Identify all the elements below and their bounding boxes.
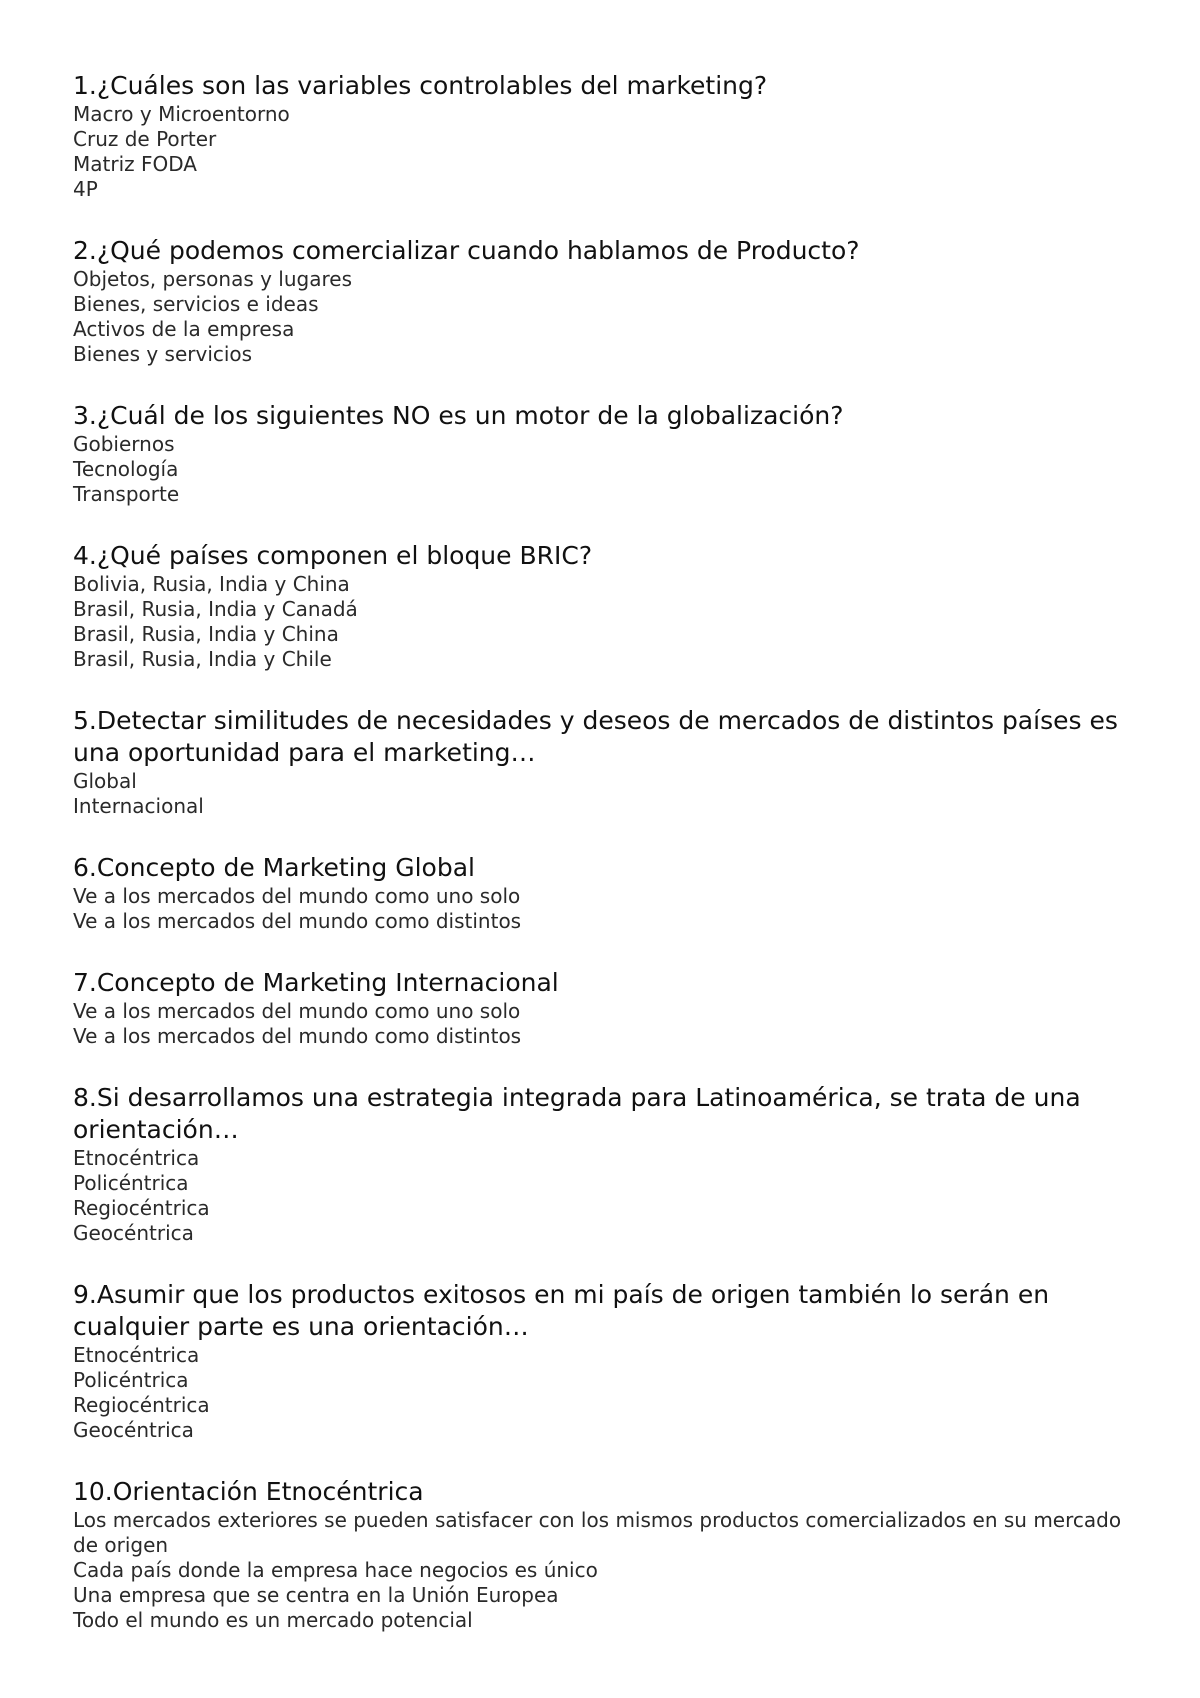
question-title: 4.¿Qué países componen el bloque BRIC? [73,541,593,570]
answer-option: Policéntrica [73,1171,189,1195]
question-10 [73,1476,1133,1633]
answer-option: Cada país donde la empresa hace negocios es único [73,1558,598,1582]
question-title: 10.Orientación Etnocéntrica [73,1477,424,1506]
answer-option: Bolivia, Rusia, India y China [73,572,350,596]
answer-option: Transporte [73,482,180,506]
question-title: 5.Detectar similitudes de necesidades y deseos de mercados de distintos países es una oportunidad para el marketing… [73,706,1118,767]
answer-option: Brasil, Rusia, India y Canadá [73,597,358,621]
answer-option: Objetos, personas y lugares [73,267,352,291]
answer-option: Bienes y servicios [73,342,253,366]
answer-option: Regiocéntrica [73,1393,210,1417]
question-5 [73,705,1133,819]
answer-option: 4P [73,177,98,201]
quiz-document [73,70,1133,1666]
question-2 [73,235,1133,367]
answer-option: Todo el mundo es un mercado potencial [73,1608,473,1632]
question-title: 9.Asumir que los productos exitosos en mi país de origen también lo serán en cualquier parte es una orientación… [73,1280,1050,1341]
answer-option: Una empresa que se centra en la Unión Europea [73,1583,559,1607]
answer-option: Activos de la empresa [73,317,295,341]
answer-option: Ve a los mercados del mundo como uno solo [73,999,521,1023]
answer-option: Bienes, servicios e ideas [73,292,319,316]
answer-option: Cruz de Porter [73,127,217,151]
answer-option: Geocéntrica [73,1221,194,1245]
answer-option: Global [73,769,137,793]
answer-option: Matriz FODA [73,152,197,176]
answer-option: Los mercados exteriores se pueden satisfacer con los mismos productos comercializados en su mercado de origen [73,1508,1122,1557]
question-3 [73,400,1133,507]
answer-option: Regiocéntrica [73,1196,210,1220]
question-title: 1.¿Cuáles son las variables controlables del marketing? [73,71,768,100]
answer-option: Policéntrica [73,1368,189,1392]
answer-option: Gobiernos [73,432,175,456]
answer-option: Brasil, Rusia, India y Chile [73,647,332,671]
answer-option: Etnocéntrica [73,1146,200,1170]
question-title: 6.Concepto de Marketing Global [73,853,475,882]
question-title: 2.¿Qué podemos comercializar cuando hablamos de Producto? [73,236,860,265]
question-title: 8.Si desarrollamos una estrategia integrada para Latinoamérica, se trata de una orientación… [73,1083,1081,1144]
answer-option: Ve a los mercados del mundo como distintos [73,909,522,933]
question-9 [73,1279,1133,1443]
question-title: 7.Concepto de Marketing Internacional [73,968,559,997]
answer-option: Ve a los mercados del mundo como distintos [73,1024,522,1048]
question-6 [73,852,1133,934]
question-4 [73,540,1133,672]
question-8 [73,1082,1133,1246]
question-title: 3.¿Cuál de los siguientes NO es un motor de la globalización? [73,401,844,430]
answer-option: Internacional [73,794,204,818]
answer-option: Etnocéntrica [73,1343,200,1367]
answer-option: Brasil, Rusia, India y China [73,622,339,646]
answer-option: Macro y Microentorno [73,102,290,126]
answer-option: Tecnología [73,457,179,481]
answer-option: Ve a los mercados del mundo como uno solo [73,884,521,908]
question-7 [73,967,1133,1049]
question-1 [73,70,1133,202]
answer-option: Geocéntrica [73,1418,194,1442]
